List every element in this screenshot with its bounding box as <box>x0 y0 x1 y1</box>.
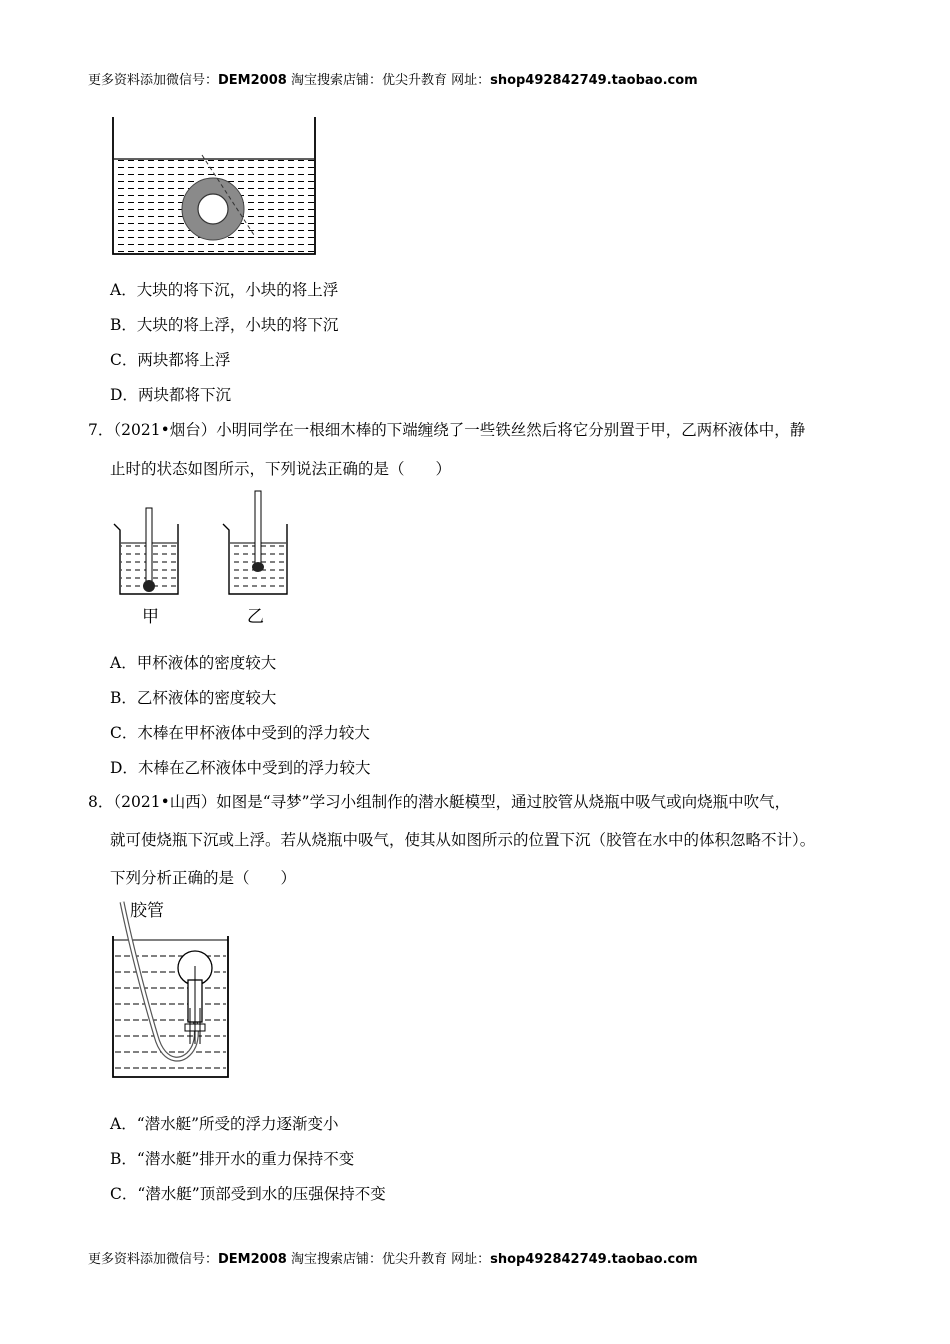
q8-stem-line1: 8．（2021•山西）如图是“寻梦”学习小组制作的潜水艇模型，通过胶管从烧瓶中吸气或向烧瓶中吹气， <box>88 793 791 811</box>
q6-option-b: B．大块的将上浮，小块的将下沉 <box>110 316 339 334</box>
q6-option-d: D．两块都将下沉 <box>110 386 231 404</box>
q8-option-a: A．“潜水艇”所受的浮力逐渐变小 <box>110 1115 339 1133</box>
q7-stem-line1: 7．（2021•烟台）小明同学在一根细木棒的下端缠绕了一些铁丝然后将它分别置于甲，乙两杯液体中，静 <box>88 421 806 439</box>
q8-stem-line2: 就可使烧瓶下沉或上浮。若从烧瓶中吸气，使其从如图所示的位置下沉（胶管在水中的体积忽略不计）。 <box>110 831 816 849</box>
q7-option-d: D．木棒在乙杯液体中受到的浮力较大 <box>110 759 371 777</box>
q6-option-c: C．两块都将上浮 <box>110 351 231 369</box>
q7-figure <box>108 486 298 631</box>
page-header: 更多资料添加微信号：DEM2008 淘宝搜索店铺：优尖升教育 网址：shop492842749.taobao.com <box>88 73 698 88</box>
page-footer: 更多资料添加微信号：DEM2008 淘宝搜索店铺：优尖升教育 网址：shop492842749.taobao.com <box>88 1252 698 1267</box>
q6-figure <box>108 115 320 260</box>
q8-option-b: B．“潜水艇”排开水的重力保持不变 <box>110 1150 355 1168</box>
q7-option-a: A．甲杯液体的密度较大 <box>110 654 277 672</box>
q7-option-b: B．乙杯液体的密度较大 <box>110 689 277 707</box>
q8-option-c: C．“潜水艇”顶部受到水的压强保持不变 <box>110 1185 386 1203</box>
q8-stem-line3: 下列分析正确的是（ ） <box>110 869 297 887</box>
q7-label-yi: 乙 <box>247 607 264 627</box>
q7-label-jia: 甲 <box>142 607 159 627</box>
q7-option-c: C．木棒在甲杯液体中受到的浮力较大 <box>110 724 370 742</box>
q6-option-a: A．大块的将下沉，小块的将上浮 <box>110 281 339 299</box>
q8-label-tube: 胶管 <box>130 901 164 921</box>
q8-figure <box>108 896 238 1080</box>
q7-stem-line2: 止时的状态如图所示，下列说法正确的是（ ） <box>110 460 452 478</box>
